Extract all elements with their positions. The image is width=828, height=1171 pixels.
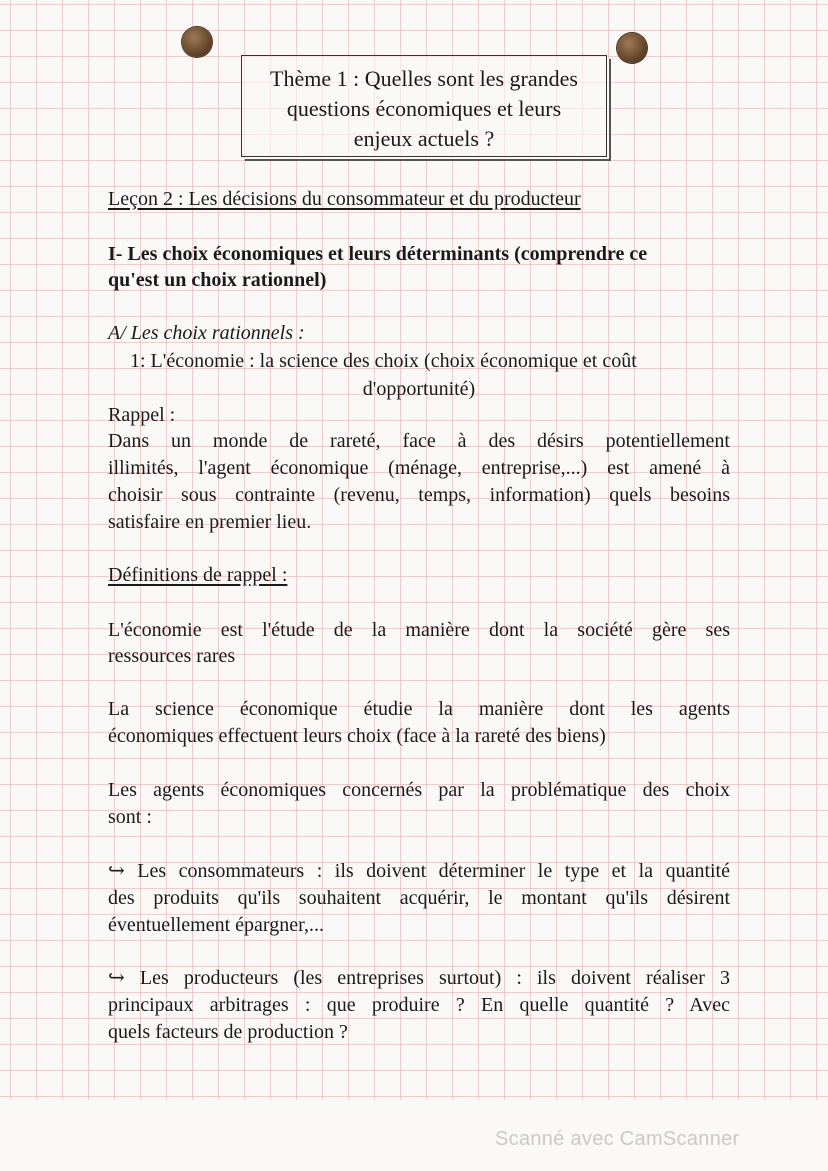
theme-title-box bbox=[241, 55, 607, 157]
definition-line: sont : bbox=[108, 806, 152, 828]
bullet-consumers-line: ↪ Les consommateurs : ils doivent déterminer le type et la quantité bbox=[108, 860, 730, 882]
rappel-text-line: satisfaire en premier lieu. bbox=[108, 511, 312, 533]
definition-line: L'économie est l'étude de la manière dont la société gère ses bbox=[108, 619, 730, 641]
point-heading-line: 1: L'économie : la science des choix (choix économique et coût bbox=[130, 350, 637, 372]
definition-line: économiques effectuent leurs choix (face à la rareté des biens) bbox=[108, 725, 606, 747]
rappel-text-line: illimités, l'agent économique (ménage, entreprise,...) est amené à bbox=[108, 457, 730, 479]
definition-line: ressources rares bbox=[108, 645, 236, 667]
bullet-producers-line: ↪ Les producteurs (les entreprises surtout) : ils doivent réaliser 3 bbox=[108, 967, 730, 989]
theme-title-line: questions économiques et leurs bbox=[286, 96, 562, 121]
theme-title-line: enjeux actuels ? bbox=[353, 126, 495, 151]
definition-line: Les agents économiques concernés par la problématique des choix bbox=[108, 779, 730, 801]
definitions-heading: Définitions de rappel : bbox=[108, 564, 288, 586]
binder-hole-left bbox=[182, 27, 212, 57]
bullet-consumers-line: des produits qu'ils souhaitent acquérir, le montant qu'ils désirent bbox=[108, 887, 730, 909]
lesson-title: Leçon 2 : Les décisions du consommateur et du producteur bbox=[108, 188, 581, 210]
binder-hole-right bbox=[617, 33, 647, 63]
rappel-text-line: choisir sous contrainte (revenu, temps, information) quels besoins bbox=[108, 484, 730, 506]
bullet-consumers-line: éventuellement épargner,... bbox=[108, 914, 324, 936]
rappel-text-line: Dans un monde de rareté, face à des désirs potentiellement bbox=[108, 430, 730, 452]
section-heading-line: qu'est un choix rationnel) bbox=[108, 269, 327, 291]
scanner-watermark: Scanné avec CamScanner bbox=[495, 1128, 740, 1150]
bullet-producers-line: quels facteurs de production ? bbox=[108, 1021, 348, 1043]
rappel-label: Rappel : bbox=[108, 404, 176, 426]
point-heading-line: d'opportunité) bbox=[362, 378, 476, 400]
definition-line: La science économique étudie la manière dont les agents bbox=[108, 698, 730, 720]
bullet-producers-line: principaux arbitrages : que produire ? En quelle quantité ? Avec bbox=[108, 994, 730, 1016]
section-heading-line: I- Les choix économiques et leurs déterminants (comprendre ce bbox=[108, 243, 648, 265]
theme-title-line: Thème 1 : Quelles sont les grandes bbox=[270, 66, 578, 91]
theme-title bbox=[242, 64, 606, 154]
subsection-heading: A/ Les choix rationnels : bbox=[108, 322, 305, 344]
